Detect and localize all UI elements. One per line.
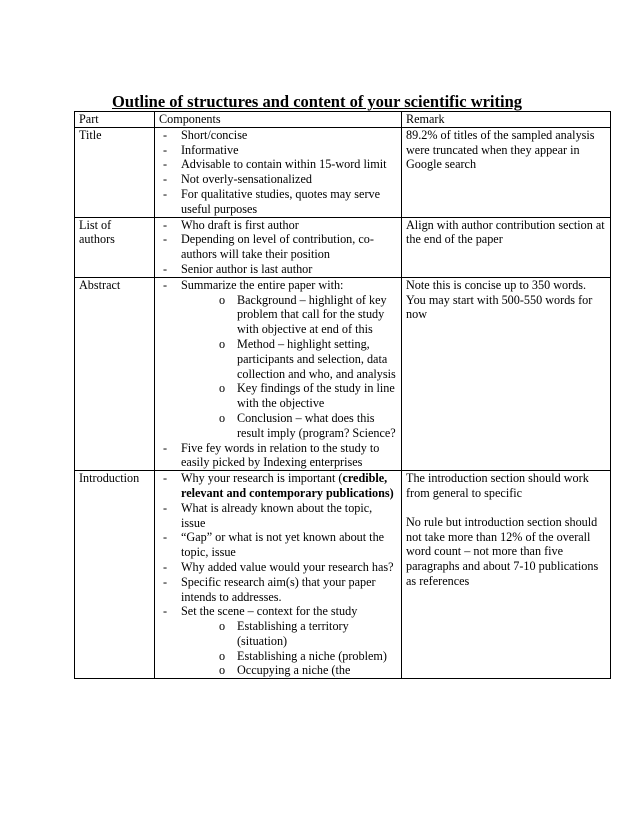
components-list bbox=[159, 471, 397, 678]
component-item bbox=[159, 187, 397, 217]
remark-cell bbox=[402, 217, 611, 277]
sub-item: o Method – highlight setting, participants and selection, data collection and who, and analysis bbox=[181, 337, 397, 381]
component-text: For qualitative studies, quotes may serve useful purposes bbox=[181, 186, 381, 216]
component-text: Short/concise bbox=[181, 127, 248, 142]
component-text: Specific research aim(s) that your paper intends to addresses. bbox=[181, 574, 376, 604]
component-text: Not overly-sensationalized bbox=[181, 172, 312, 187]
components-list bbox=[159, 218, 397, 277]
remark-cell bbox=[402, 471, 611, 679]
column-header-components: Components bbox=[155, 112, 402, 128]
remark-text: No rule but introduction section should not take more than 12% of the overall word count – not more than five paragraphs and about 7-10 publications as references bbox=[406, 514, 599, 588]
sub-item: o Conclusion – what does this result imply (program? Science? bbox=[181, 411, 397, 441]
components-cell bbox=[155, 127, 402, 217]
remark-text: 89.2% of titles of the sampled analysis were truncated when they appear in Google search bbox=[406, 127, 595, 172]
component-text: Why added value would your research has? bbox=[181, 559, 394, 574]
components-cell bbox=[155, 277, 402, 470]
components-cell bbox=[155, 471, 402, 679]
component-item bbox=[159, 172, 397, 187]
sub-item: o Establishing a niche (problem) bbox=[181, 649, 397, 664]
remark-text: The introduction section should work from general to specific bbox=[406, 471, 589, 500]
component-text: Informative bbox=[181, 142, 239, 157]
sub-item: o Occupying a niche (the bbox=[181, 663, 397, 678]
component-item bbox=[159, 232, 397, 262]
components-cell bbox=[155, 217, 402, 277]
component-text: Summarize the entire paper with: bbox=[181, 277, 344, 292]
sub-list bbox=[181, 293, 397, 441]
component-item bbox=[159, 560, 397, 575]
component-item bbox=[159, 128, 397, 143]
component-text: Advisable to contain within 15-word limit bbox=[181, 157, 387, 172]
part-cell: Introduction bbox=[75, 471, 155, 679]
outline-table bbox=[74, 111, 611, 679]
component-item bbox=[159, 262, 397, 277]
remark-cell bbox=[402, 127, 611, 217]
table-row bbox=[75, 217, 611, 277]
component-text: Set the scene – context for the study bbox=[181, 604, 358, 619]
component-item bbox=[159, 157, 397, 172]
remark-cell bbox=[402, 277, 611, 470]
component-item bbox=[159, 143, 397, 158]
column-header-part: Part bbox=[75, 112, 155, 128]
sub-item: o Key findings of the study in line with the objective bbox=[181, 381, 397, 411]
component-text: Who draft is first author bbox=[181, 217, 299, 232]
part-cell: Abstract bbox=[75, 277, 155, 470]
component-text: Senior author is last author bbox=[181, 261, 313, 276]
component-item bbox=[159, 441, 397, 471]
components-list bbox=[159, 128, 397, 217]
components-list bbox=[159, 278, 397, 470]
component-text: Why your research is important ( bbox=[181, 471, 343, 486]
part-cell: List of authors bbox=[75, 217, 155, 277]
remark-spacer bbox=[406, 501, 606, 515]
component-item bbox=[159, 530, 397, 560]
remark-text: Align with author contribution section at the end of the paper bbox=[406, 217, 605, 247]
component-text: What is already known about the topic, issue bbox=[181, 500, 373, 530]
table-row bbox=[75, 471, 611, 679]
page-title: Outline of structures and content of your scientific writing bbox=[112, 92, 523, 111]
component-item bbox=[159, 575, 397, 605]
sub-item: o Background – highlight of key problem that call for the study with objective at end of this bbox=[181, 293, 397, 337]
component-item bbox=[159, 604, 397, 678]
component-text: Five fey words in relation to the study to easily picked by Indexing enterprises bbox=[181, 440, 380, 470]
component-item bbox=[159, 278, 397, 441]
component-emphasis: credible, relevant and contemporary publications) bbox=[181, 471, 394, 500]
component-text: “Gap” or what is not yet known about the topic, issue bbox=[181, 530, 385, 560]
component-item bbox=[159, 471, 397, 501]
table-row bbox=[75, 277, 611, 470]
table-header-row bbox=[75, 112, 611, 128]
component-item bbox=[159, 218, 397, 233]
component-item bbox=[159, 501, 397, 531]
table-row bbox=[75, 127, 611, 217]
component-text: Depending on level of contribution, co-authors will take their position bbox=[181, 232, 374, 262]
sub-list bbox=[181, 619, 397, 678]
part-cell: Title bbox=[75, 127, 155, 217]
table-body bbox=[75, 127, 611, 678]
column-header-remark: Remark bbox=[402, 112, 611, 128]
sub-item: o Establishing a territory (situation) bbox=[181, 619, 397, 649]
remark-text: Note this is concise up to 350 words. You may start with 500-550 words for now bbox=[406, 277, 593, 322]
